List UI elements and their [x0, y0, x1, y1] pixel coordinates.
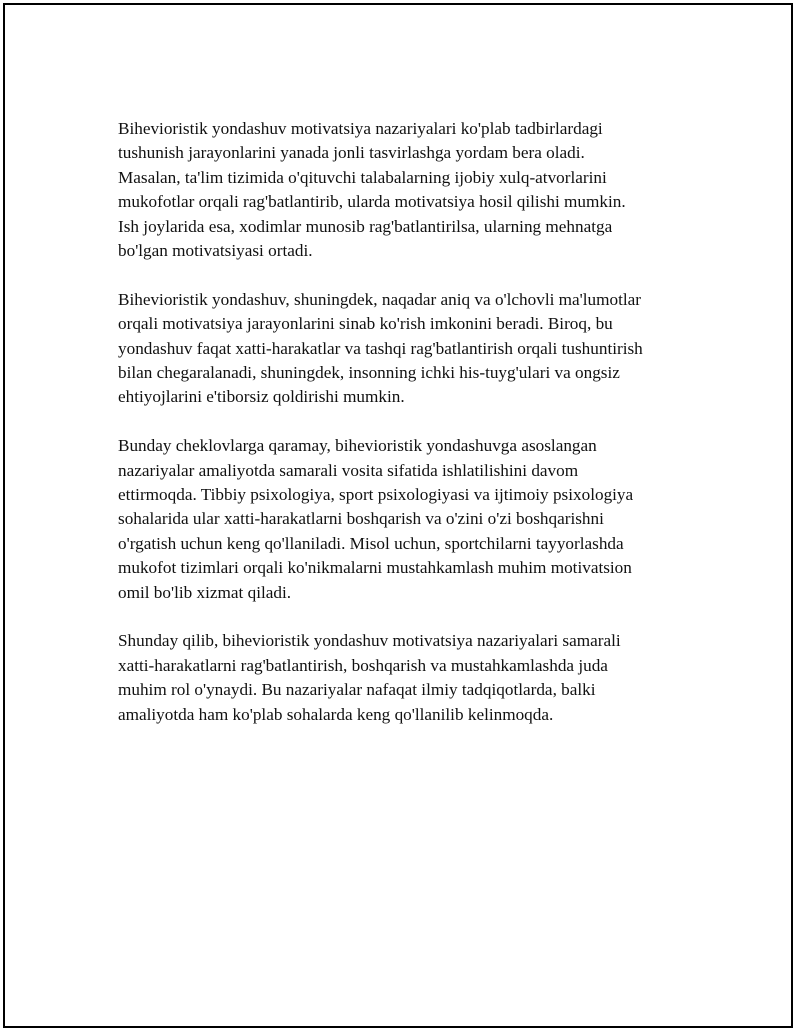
text-line: amaliyotda ham ko'plab sohalarda keng qo'llanilib kelinmoqda. [118, 704, 554, 724]
text-line: ehtiyojlarini e'tiborsiz qoldirishi mumkin. [118, 387, 405, 407]
text-line: bilan chegaralanadi, shuningdek, insonning ichki his-tuyg'ulari va ongsiz [118, 363, 620, 383]
text-line: Bunday cheklovlarga qaramay, bihevioristik yondashuvga asoslangan [118, 436, 597, 456]
text-line: muhim rol o'ynaydi. Bu nazariyalar nafaqat ilmiy tadqiqotlarda, balki [118, 680, 596, 700]
text-line: sohalarida ular xatti-harakatlarni boshqarish va o'zini o'zi boshqarishni [118, 509, 604, 529]
text-line: mukofot tizimlari orqali ko'nikmalarni mustahkamlash muhim motivatsion [118, 558, 632, 578]
paragraph-1 [118, 117, 683, 263]
text-line: mukofotlar orqali rag'batlantirib, ularda motivatsiya hosil qilishi mumkin. [118, 192, 626, 212]
text-line: Bihevioristik yondashuv motivatsiya nazariyalari ko'plab tadbirlardagi [118, 119, 603, 138]
text-line: o'rgatish uchun keng qo'llaniladi. Misol uchun, sportchilarni tayyorlashda [118, 533, 624, 553]
text-line: ettirmoqda. Tibbiy psixologiya, sport psixologiyasi va ijtimoiy psixologiya [118, 485, 634, 505]
document-body [118, 117, 683, 752]
paragraph-4 [118, 629, 683, 727]
text-line: nazariyalar amaliyotda samarali vosita sifatida ishlatilishini davom [118, 460, 579, 480]
paragraph-3 [118, 434, 683, 605]
text-line: yondashuv faqat xatti-harakatlar va tashqi rag'batlantirish orqali tushuntirish [118, 338, 643, 358]
text-line: Bihevioristik yondashuv, shuningdek, naqadar aniq va o'lchovli ma'lumotlar [118, 289, 641, 309]
text-line: tushunish jarayonlarini yanada jonli tasvirlashga yordam bera oladi. [118, 143, 585, 163]
text-line: orqali motivatsiya jarayonlarini sinab ko'rish imkonini beradi. Biroq, bu [118, 314, 613, 334]
text-line: xatti-harakatlarni rag'batlantirish, boshqarish va mustahkamlashda juda [118, 655, 608, 675]
text-line: Ish joylarida esa, xodimlar munosib rag'batlantirilsa, ularning mehnatga [118, 216, 613, 236]
text-line: Shunday qilib, bihevioristik yondashuv motivatsiya nazariyalari samarali [118, 631, 621, 651]
text-line: bo'lgan motivatsiyasi ortadi. [118, 241, 313, 261]
text-line: omil bo'lib xizmat qiladi. [118, 582, 292, 602]
paragraph-2 [118, 288, 683, 410]
text-line: Masalan, ta'lim tizimida o'qituvchi talabalarning ijobiy xulq-atvorlarini [118, 167, 607, 187]
